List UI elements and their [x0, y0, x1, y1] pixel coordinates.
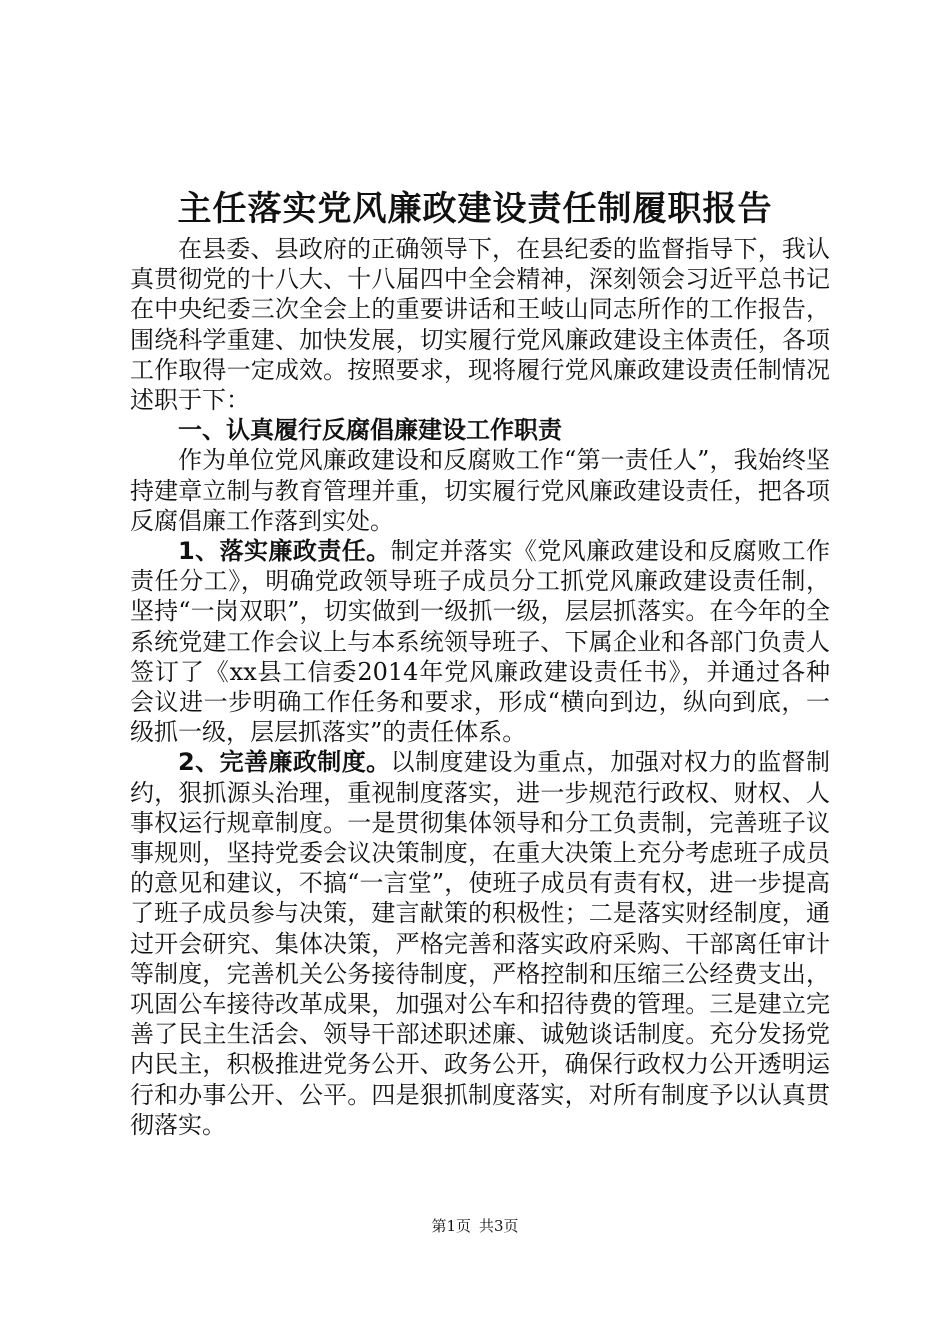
document-body [130, 234, 830, 1140]
item-2-paragraph [130, 747, 830, 1140]
item-1-paragraph [130, 536, 830, 747]
document-title: 主任落实党风廉政建设责任制履职报告 [177, 189, 773, 229]
item-1-lead: 1、落实廉政责任。 [178, 537, 391, 566]
intro-paragraph: 在县委、县政府的正确领导下，在县纪委的监督指导下，我认真贯彻党的十八大、十八届四中全会精神，深刻领会习近平总书记在中央纪委三次全会上的重要讲话和王岐山同志所作的工作报告，围绕科学重建、加快发展，切实履行党风廉政建设主体责任，各项工作取得一定成效。按照要求，现将履行党风廉政建设责任制情况述职于下： [130, 235, 830, 415]
page-total: 共3页 [479, 1217, 519, 1235]
section-intro-paragraph: 作为单位党风廉政建设和反腐败工作“第一责任人”，我始终坚持建章立制与教育管理并重，切实履行党风廉政建设责任，把各项反腐倡廉工作落到实处。 [130, 446, 830, 535]
page-footer [0, 1216, 950, 1236]
item-2-lead: 2、完善廉政制度。 [178, 748, 391, 777]
item-2-text: 以制度建设为重点，加强对权力的监督制约，狠抓源头治理，重视制度落实，进一步规范行政权、财权、人事权运行规章制度。一是贯彻集体领导和分工负责制，完善班子议事规则，坚持党委会议决策制度，在重大决策上充分考虑班子成员的意见和建议，不搞“一言堂”，使班子成员有责有权，进一步提高了班子成员参与决策，建言献策的积极性；二是落实财经制度，通过开会研究、集体决策，严格完善和落实政府采购、干部离任审计等制度，完善机关公务接待制度，严格控制和压缩三公经费支出，巩固公车接待改革成果，加强对公车和招待费的管理。三是建立完善了民主生活会、领导干部述职述廉、诚勉谈话制度。充分发扬党内民主，积极推进党务公开、政务公开，确保行政权力公开透明运行和办事公开、公平。四是狠抓制度落实，对所有制度予以认真贯彻落实。 [130, 748, 830, 1139]
section-heading: 一、认真履行反腐倡廉建设工作职责 [178, 416, 562, 445]
item-1-text: 制定并落实《党风廉政建设和反腐败工作责任分工》，明确党政领导班子成员分工抓党风廉政建设责任制，坚持“一岗双职”，切实做到一级抓一级，层层抓落实。在今年的全系统党建工作会议上与本系统领导班子、下属企业和各部门负责人签订了《xx县工信委2014年党风廉政建设责任书》，并通过各种会议进一步明确工作任务和要求，形成“横向到边，纵向到底，一级抓一级，层层抓落实”的责任体系。 [130, 537, 830, 747]
page-number: 第1页 [431, 1217, 471, 1235]
